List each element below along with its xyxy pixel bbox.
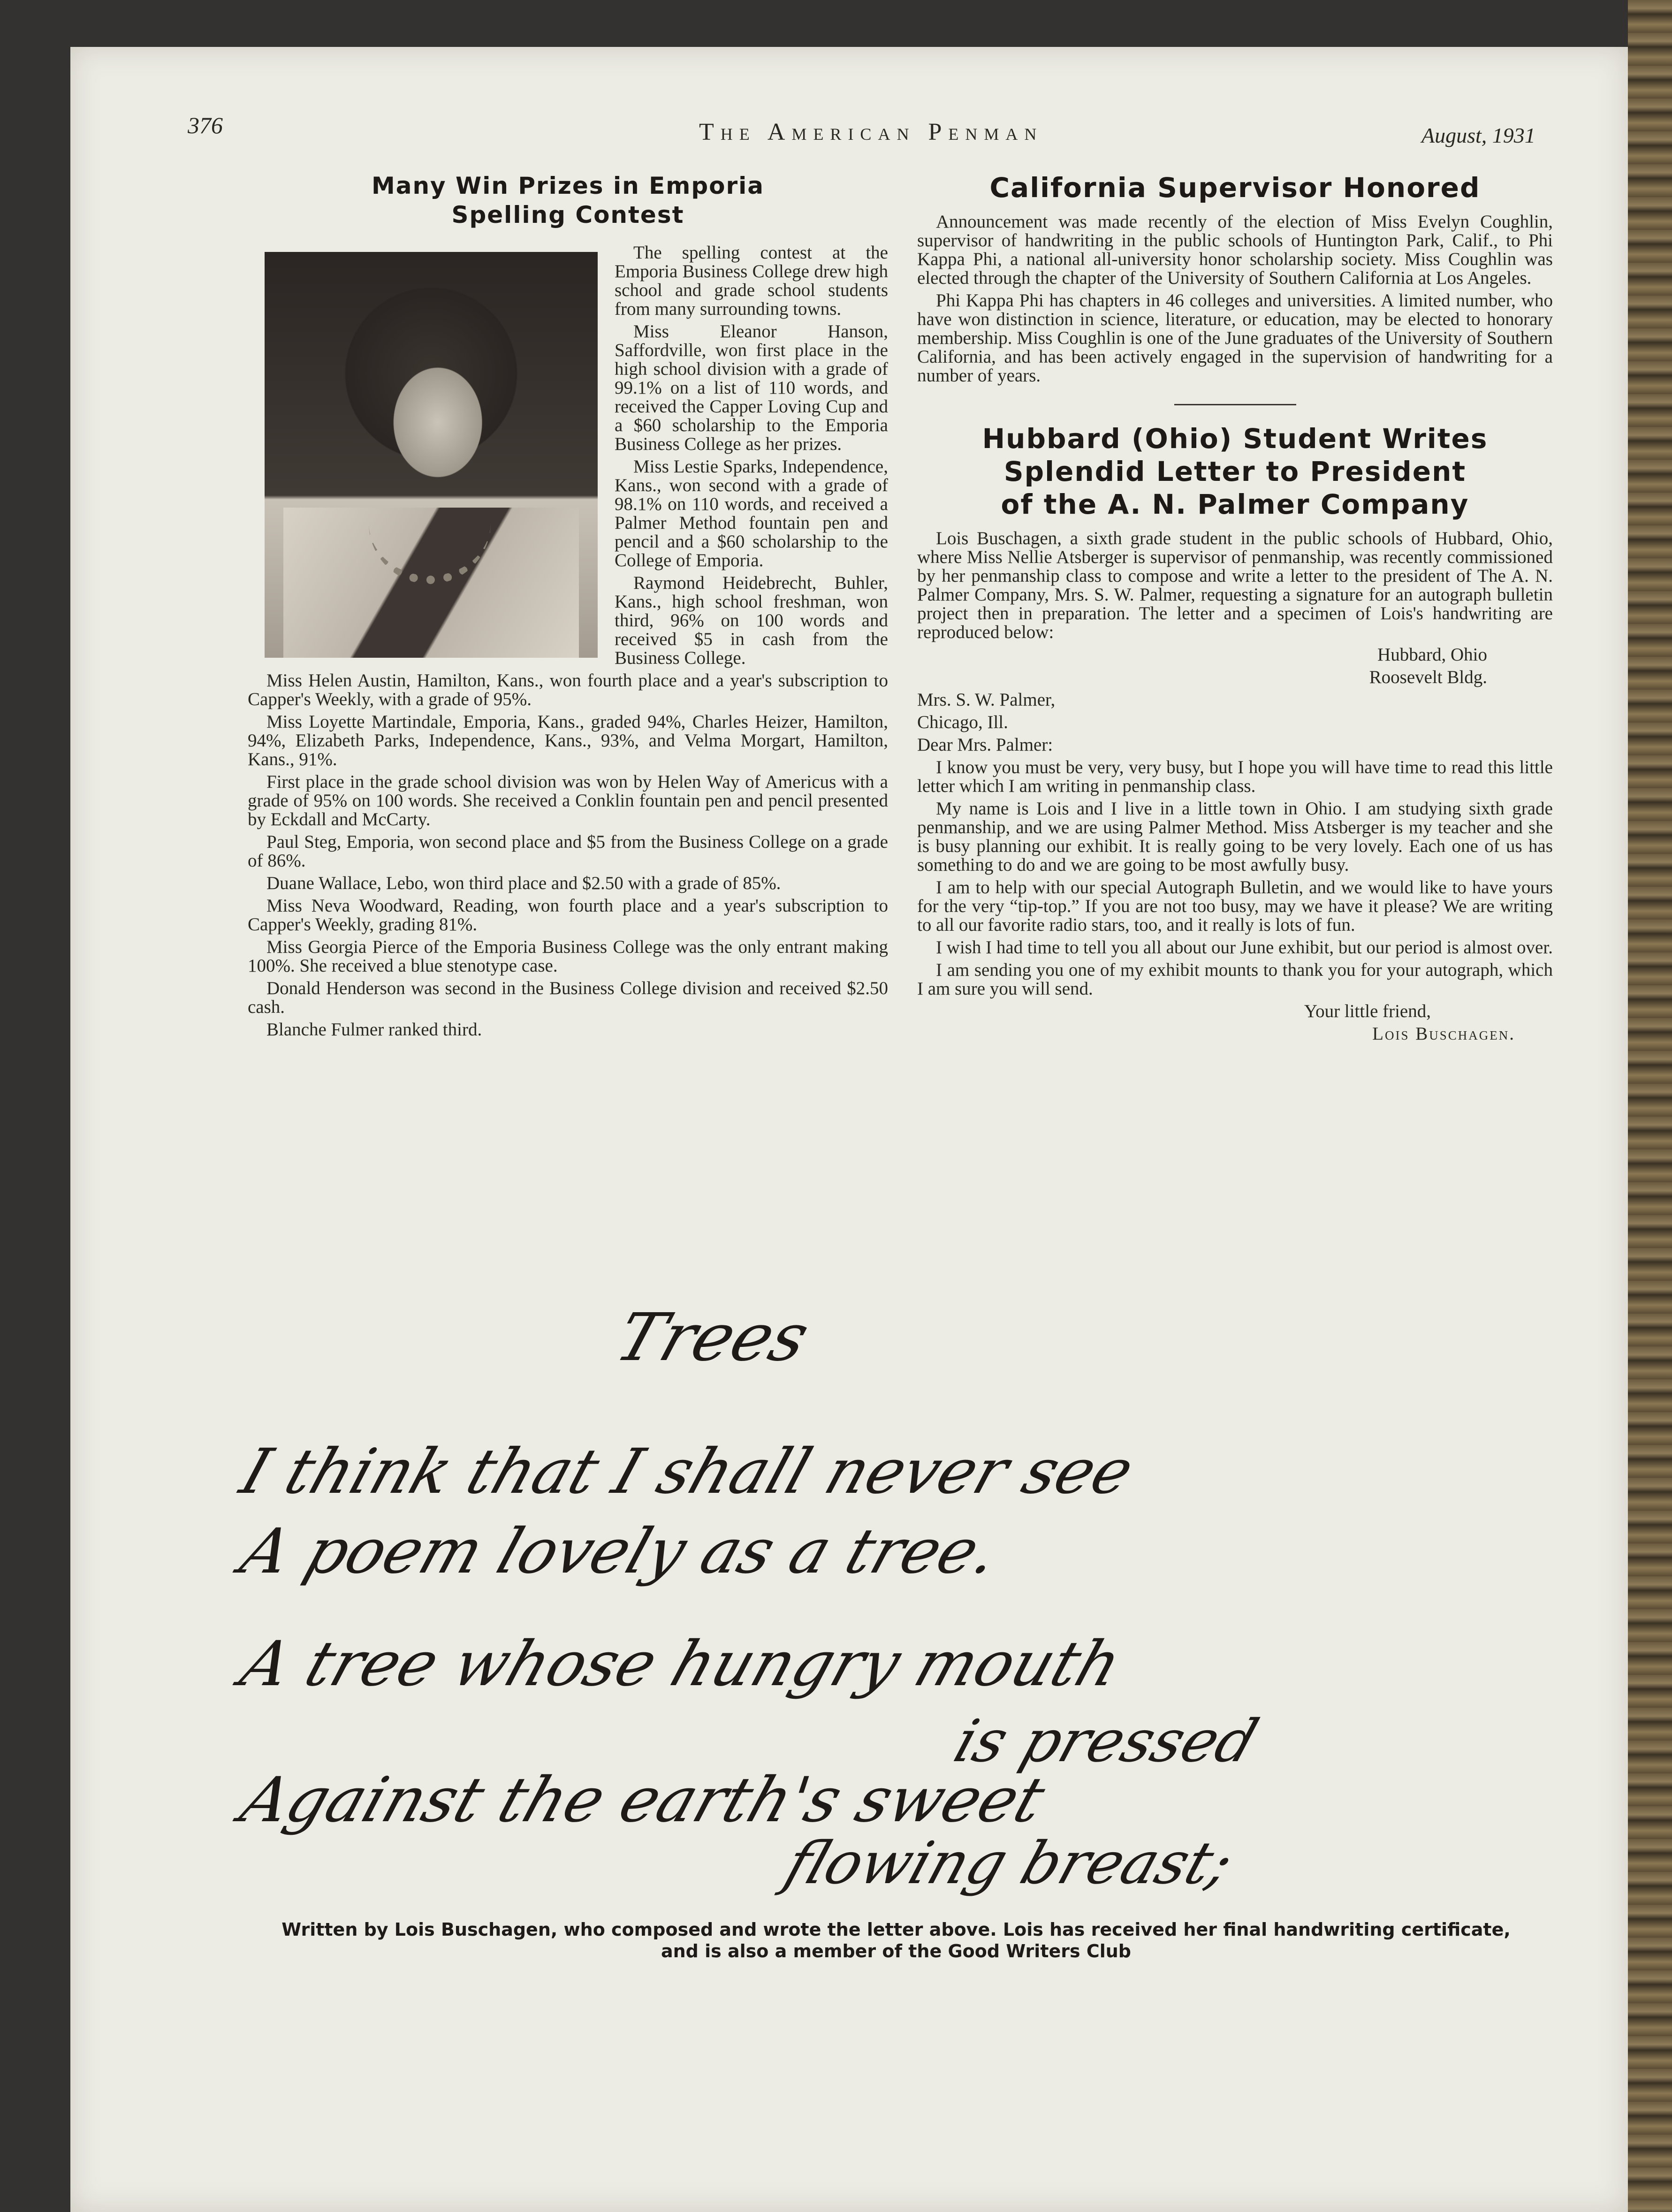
paragraph: Miss Helen Austin, Hamilton, Kans., won fourth place and a year's subscription to Capper's Weekly, with a grade of 95%. xyxy=(248,670,888,709)
issue-date: August, 1931 xyxy=(1421,123,1535,147)
letter-address: Roosevelt Bldg. xyxy=(1369,667,1487,687)
hubbard-headline xyxy=(917,422,1553,521)
paragraph: Miss Loyette Martindale, Emporia, Kans., graded 94%, Charles Heizer, Hamilton, 94%, Elizabeth Parks, Independence, Kans., 93%, and Velma Morgart, Hamilton, Kans., 91%. xyxy=(248,712,888,769)
article-divider xyxy=(1174,404,1296,405)
left-article-body xyxy=(248,243,888,1039)
headline-line: Splendid Letter to President xyxy=(1003,456,1467,487)
handwriting-line: I think that I shall never see xyxy=(232,1436,1142,1508)
handwriting-line: A poem lovely as a tree. xyxy=(232,1515,1008,1588)
headline-line: Many Win Prizes in Emporia xyxy=(371,172,765,199)
handwriting-line: Against the earth's sweet xyxy=(232,1764,1054,1836)
handwriting-line: A tree whose hungry mouth xyxy=(232,1628,1130,1700)
paragraph: Miss Lestie Sparks, Independence, Kans., won second with a grade of 98.1% on 110 words, and received a Palmer Method fountain pen and pencil and a $60 scholarship to the College of Emporia. xyxy=(615,456,888,570)
letter-closing: Your little friend, xyxy=(1304,1001,1431,1021)
paragraph: Paul Steg, Emporia, won second place and $5 from the Business College on a grade of 86%. xyxy=(248,832,888,871)
paragraph: Donald Henderson was second in the Business College division and received $2.50 cash. xyxy=(248,978,888,1017)
paragraph: Duane Wallace, Lebo, won third place and $2.50 with a grade of 85%. xyxy=(266,873,781,893)
left-article xyxy=(248,171,888,1043)
book-binding xyxy=(1628,0,1672,2212)
headline-line: Spelling Contest xyxy=(451,201,684,228)
paragraph: Miss Neva Woodward, Reading, won fourth place and a year's subscription to Capper's Weekly, grading 81%. xyxy=(248,896,888,935)
letter-paragraph: I wish I had time to tell you all about our June exhibit, but our period is almost over. xyxy=(936,937,1553,958)
paragraph: Miss Georgia Pierce of the Emporia Business College was the only entrant making 100%. She received a blue stenotype case. xyxy=(248,937,888,976)
right-column xyxy=(917,171,1553,1047)
paragraph: The spelling contest at the Emporia Business College drew high school and grade school students from many surrounding towns. xyxy=(615,243,888,319)
handwriting-line: flowing breast; xyxy=(777,1830,1242,1897)
letter-paragraph: My name is Lois and I live in a little town in Ohio. I am studying sixth grade penmanship, and we are using Palmer Method. Miss Atsberger is my teacher and she is busy planning our exhibit. It is really going to be very lovely. Each one of us has something to do and we are going to be most awfully busy. xyxy=(917,798,1553,875)
california-headline: California Supervisor Honored xyxy=(989,172,1481,204)
california-article-body xyxy=(917,213,1553,385)
hubbard-article-body xyxy=(917,529,1553,1043)
paragraph: Blanche Fulmer ranked third. xyxy=(266,1019,482,1040)
letter-recipient: Chicago, Ill. xyxy=(917,712,1008,732)
letter-paragraph: I am to help with our special Autograph Bulletin, and we would like to have yours for the very “tip-top.” If you are not too busy, may we have it please? We are writing to all our favorite radio stars, too, and it really is lots of fun. xyxy=(917,877,1553,935)
specimen-caption: Written by Lois Buschagen, who composed and wrote the letter above. Lois has received her final handwriting certificate, and is also a member of the Good Writers Club xyxy=(281,1919,1511,1961)
letter-signature: Lois Buschagen. xyxy=(1372,1024,1515,1044)
letter-salutation: Dear Mrs. Palmer: xyxy=(917,735,1053,755)
letter-paragraph: I am sending you one of my exhibit mounts to thank you for your autograph, which I am sure you will send. xyxy=(917,960,1553,999)
headline-line: of the A. N. Palmer Company xyxy=(1001,488,1469,520)
handwriting-specimen xyxy=(232,1295,1501,1897)
paragraph: First place in the grade school division was won by Helen Way of Americus with a grade of 95% on 100 words. She received a Conklin fountain pen and pencil presented by Eckdall and McCarty. xyxy=(248,772,888,829)
intro-paragraph: Lois Buschagen, a sixth grade student in the public schools of Hubbard, Ohio, where Miss Nellie Atsberger is supervisor of penmanship, was recently commissioned by her penmanship class to compose and write a letter to the president of The A. N. Palmer Company, Mrs. S. W. Palmer, requesting a signature for an autograph bulletin project then in preparation. The letter and a specimen of Lois's handwriting are reproduced below: xyxy=(917,528,1553,642)
page-number: 376 xyxy=(188,112,223,138)
paragraph: Raymond Heidebrecht, Buhler, Kans., high school freshman, won third, 96% on 100 words and received $5 in cash from the Business College. xyxy=(615,573,888,668)
paragraph: Miss Eleanor Hanson, Saffordville, won first place in the high school division with a grade of 99.1% on a list of 110 words, and received the Capper Loving Cup and a $60 scholarship to the Emporia Business College as her prizes. xyxy=(615,321,888,454)
handwriting-line: is pressed xyxy=(946,1708,1266,1775)
paragraph: Announcement was made recently of the election of Miss Evelyn Coughlin, supervisor of handwriting in the public schools of Huntington Park, Calif., to Phi Kappa Phi, a national all-university honor scholarship society. Miss Coughlin was elected through the chapter of the University of Southern California at Los Angeles. xyxy=(917,212,1553,288)
journal-title: The American Penman xyxy=(699,119,1043,145)
letter-address: Hubbard, Ohio xyxy=(1377,645,1487,665)
left-article-headline xyxy=(322,171,814,229)
letter-paragraph: I know you must be very, very busy, but I hope you will have time to read this little letter which I am writing in penmanship class. xyxy=(917,757,1553,796)
headline-line: Hubbard (Ohio) Student Writes xyxy=(982,423,1488,455)
paragraph: Phi Kappa Phi has chapters in 46 colleges and universities. A limited number, who have won distinction in science, literature, or education, may be elected to honorary membership. Miss Coughlin is one of the June graduates of the University of Southern California, and has been actively engaged in the supervision of handwriting for a number of years. xyxy=(917,290,1553,386)
letter-recipient: Mrs. S. W. Palmer, xyxy=(917,690,1056,710)
portrait-photo xyxy=(265,252,598,658)
handwriting-title: Trees xyxy=(607,1300,819,1376)
